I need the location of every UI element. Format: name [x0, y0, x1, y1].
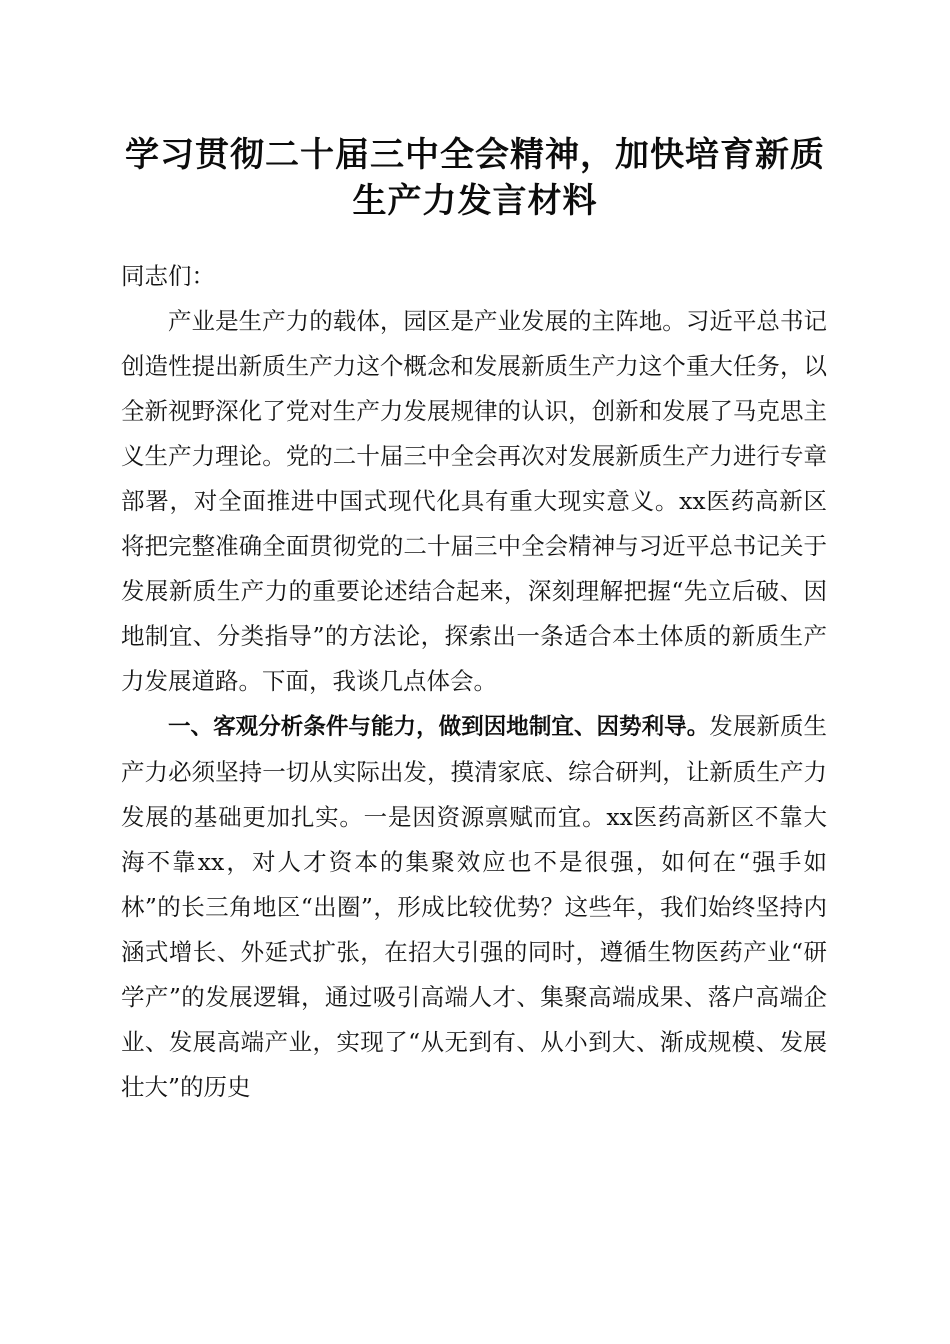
section-1-body: 发展新质生产力必须坚持一切从实际出发，摸清家底、综合研判，让新质生产力发展的基础更加扎实。一是因资源禀赋而宜。xx医药高新区不靠大海不靠xx，对人才资本的集聚效应也不是很强，如何在“强手如林”的长三角地区“出圈”，形成比较优势？这些年，我们始终坚持内涵式增长、外延式扩张，在招大引强的同时，遵循生物医药产业“研学产”的发展逻辑，通过吸引高端人才、集聚高端成果、落户高端企业、发展高端产业，实现了“从无到有、从小到大、渐成规模、发展壮大”的历史 [121, 712, 827, 1101]
document-title [100, 132, 850, 224]
section-1-paragraph [121, 704, 827, 1110]
document-title-line-2: 生产力发言材料 [352, 181, 598, 221]
document-body [121, 254, 827, 1110]
section-1-heading: 一、客观分析条件与能力，做到因地制宜、因势利导。 [168, 714, 710, 740]
salutation: 同志们： [121, 262, 215, 290]
document-title-line-1: 学习贯彻二十届三中全会精神，加快培育新质 [125, 135, 825, 175]
intro-paragraph: 产业是生产力的载体，园区是产业发展的主阵地。习近平总书记创造性提出新质生产力这个概念和发展新质生产力这个重大任务，以全新视野深化了党对生产力发展规律的认识，创新和发展了马克思主义生产力理论。党的二十届三中全会再次对发展新质生产力进行专章部署，对全面推进中国式现代化具有重大现实意义。xx医药高新区将把完整准确全面贯彻党的二十届三中全会精神与习近平总书记关于发展新质生产力的重要论述结合起来，深刻理解把握“先立后破、因地制宜、分类指导”的方法论，探索出一条适合本土体质的新质生产力发展道路。下面，我谈几点体会。 [121, 307, 827, 695]
